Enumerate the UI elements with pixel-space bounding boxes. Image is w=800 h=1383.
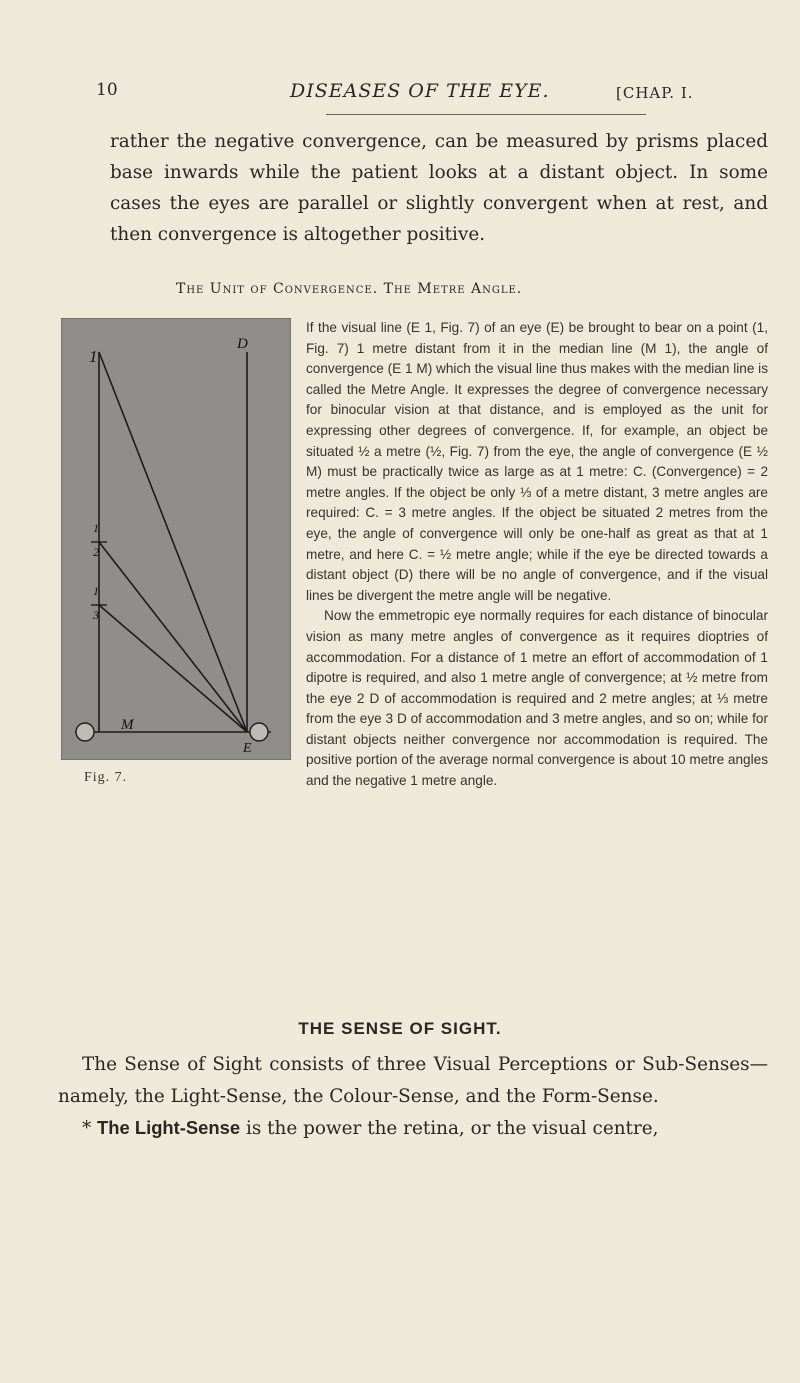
left-eye-icon [76,723,94,741]
section-paragraph-1: If the visual line (E 1, Fig. 7) of an eye (E) be brought to bear on a point (1, Fig. 7) 1 metre distant from it in the median line (M 1), the angle of convergence (E 1 M) which the visual line thus makes with the median line is called the Metre Angle. It expresses the degree of convergence necessary for binocular vision at that distance, and is employed as the unit for expressing other degrees of convergence. If, for example, an object be situated ½ a metre (½, Fig. 7) from the eye, the angle of convergence (E ½ M) must be practically twice as large as at 1 metre: C. (Convergence) = 2 metre angles. If the object be only ⅓ of a metre distant, 3 metre angles are required: C. = 3 metre angles. If the object be situated 2 metres from the eye, the angle of convergence will only be one-half as great as that at 1 metre, and here C. = ½ metre angle; while if the eye be directed towards a distant object (D) there will be no angle of convergence, and if the visual lines be divergent the metre angle will be negative. [306,320,768,603]
footnote-marker: * [82,1118,98,1139]
figure-caption: Fig. 7. [84,770,128,785]
label-third-bottom: 3 [93,608,99,622]
lead-text: rather the negative convergence, can be measured by prisms placed base inwards while the patient looks at a distant object. In some cases the eyes are parallel or slightly convergent when at rest, and then convergence is altogether positive. [110,131,768,245]
label-m: M [121,717,134,733]
header-rule [326,114,646,115]
figure-background [61,318,291,760]
label-e: E [243,741,252,756]
sight-paragraph-1: The Sense of Sight consists of three Visual Perceptions or Sub-Senses—namely, the Light-Sense, the Colour-Sense, and the Form-Sense. [58,1054,768,1107]
sense-of-sight-body [58,1049,768,1145]
page-number: 10 [96,80,118,100]
section-paragraph-2: Now the emmetropic eye normally requires for each distance of binocular vision as many metre angles of convergence as it requires dioptries of accommodation. For a distance of 1 metre an effort of accommodation of 1 dipotre is required, and also 1 metre angle of convergence; at ½ metre from the eye 2 D of accommodation is required and 2 metre angles; at ⅓ metre from the eye 3 D of accommodation and 3 metre angles, and so on; while for distant objects neither convergence nor accommodation is required. The positive portion of the average normal convergence is about 10 metre angles and the negative 1 metre angle. [306,608,768,789]
label-1: 1 [89,347,98,366]
running-title: DISEASES OF THE EYE. [290,80,550,102]
light-sense-term: The Light-Sense [97,1117,241,1138]
label-half-bottom: 2 [93,545,99,559]
chapter-label: [CHAP. I. [616,84,694,102]
label-third-top: 1 [93,584,99,598]
label-half-top: 1 [93,521,99,535]
lead-paragraph [110,126,768,250]
right-eye-icon [250,723,268,741]
sight-paragraph-2 [58,1112,768,1145]
convergence-diagram [61,318,291,760]
section-heading: The Unit of Convergence. The Metre Angle. [176,281,523,297]
sense-of-sight-heading: THE SENSE OF SIGHT. [298,1019,502,1038]
section-body [58,318,768,792]
figure-7 [58,318,290,788]
sight-paragraph-2-rest: is the power the retina, or the visual centre, [240,1118,659,1139]
label-d: D [237,336,248,352]
